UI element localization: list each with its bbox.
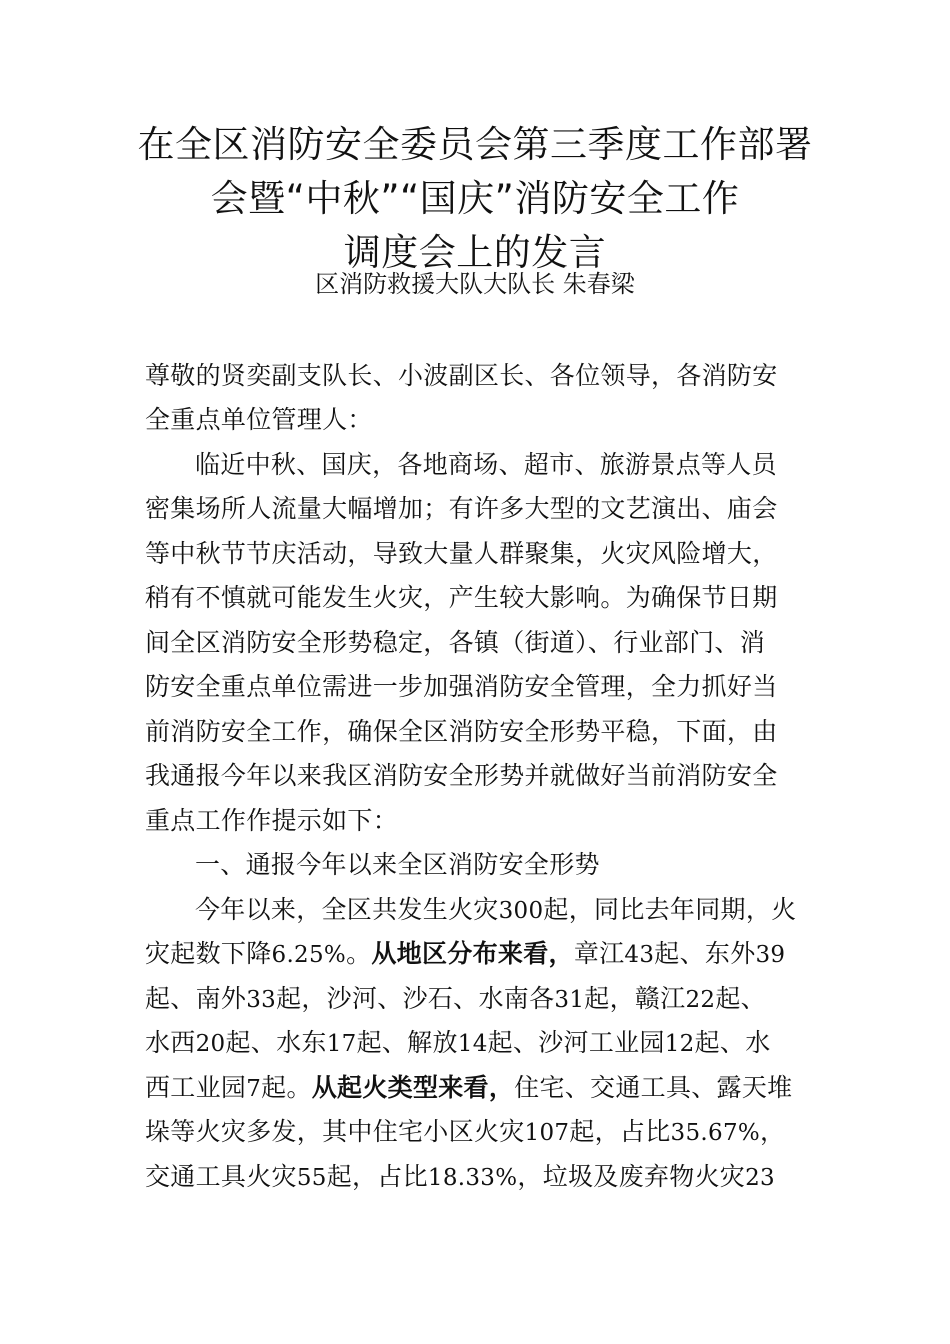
text-run: 起，占比	[569, 1117, 671, 1146]
count-value: 12	[664, 1031, 695, 1057]
percent-value: 18.33%	[427, 1165, 518, 1191]
count-value: 107	[524, 1120, 570, 1146]
count-value: 14	[457, 1031, 488, 1057]
text-run: 灾起数下降	[145, 939, 272, 968]
body-line-1: 尊敬的贤奕副支队长、小波副区长、各位领导，各消防安	[145, 361, 778, 390]
title-line-1: 在全区消防安全委员会第三季度工作部署	[137, 123, 813, 166]
count-value: 43	[624, 942, 655, 968]
text-run: ，	[760, 1117, 786, 1146]
percent-value: 35.67%	[670, 1120, 761, 1146]
text-run: 起，占比	[326, 1162, 428, 1191]
text-run: 起、沙河工业园	[487, 1028, 665, 1057]
text-run: 起，同比去年同期，火	[543, 895, 797, 924]
fire-total-count: 300	[498, 898, 544, 924]
body-line-6: 稍有不慎就可能发生火灾，产生较大影响。为确保节日期	[145, 583, 778, 612]
body-line-5: 等中秋节节庆活动，导致大量人群聚集，火灾风险增大，	[145, 539, 778, 568]
body-line-8: 防安全重点单位需进一步加强消防安全管理，全力抓好当	[145, 672, 778, 701]
count-value: 17	[326, 1031, 357, 1057]
text-run: 章江	[573, 939, 625, 968]
author-line: 区消防救援大队大队长 朱春梁	[315, 270, 635, 298]
count-value: 22	[685, 987, 716, 1013]
text-run: 住宅、交通工具、露天堆	[514, 1073, 793, 1102]
title-line-3: 调度会上的发言	[343, 231, 607, 274]
body-line-10: 我通报今年以来我区消防安全形势并就做好当前消防安全	[145, 761, 778, 790]
text-run: 。	[346, 939, 372, 968]
body-line-7: 间全区消防安全形势稳定，各镇（街道）、行业部门、消	[145, 628, 766, 657]
body-line-15	[145, 979, 766, 1020]
count-value: 31	[554, 987, 585, 1013]
body-line-3: 临近中秋、国庆，各地商场、超市、旅游景点等人员	[195, 450, 777, 479]
bold-lead-type: 从起火类型来看，	[311, 1073, 515, 1102]
text-run: 垛等火灾多发，其中住宅小区火灾	[145, 1117, 525, 1146]
text-run: 起，沙河、沙石、水南各	[276, 984, 555, 1013]
text-run: 西工业园	[145, 1073, 247, 1102]
text-run: 起，赣江	[584, 984, 686, 1013]
text-run: 起、水	[694, 1028, 771, 1057]
text-run: 起、南外	[145, 984, 247, 1013]
section-heading-1: 一、通报今年以来全区消防安全形势	[195, 850, 600, 879]
body-line-4: 密集场所人流量大幅增加；有许多大型的文艺演出、庙会	[145, 494, 778, 523]
body-line-11: 重点工作作提示如下：	[145, 806, 399, 835]
text-run: ，垃圾及废弃物火灾	[517, 1162, 746, 1191]
text-run: 起。	[261, 1073, 312, 1102]
body-line-17	[145, 1068, 792, 1109]
count-value: 33	[246, 987, 277, 1013]
text-run: 起、解放	[356, 1028, 458, 1057]
count-value: 23	[745, 1165, 775, 1191]
count-value: 39	[755, 942, 786, 968]
count-value: 20	[195, 1031, 226, 1057]
body-line-19	[145, 1157, 775, 1198]
body-line-14	[145, 934, 785, 975]
title-line-2: 会暨“中秋”“国庆”消防安全工作	[210, 177, 740, 220]
text-run: 起、	[715, 984, 766, 1013]
text-run: 今年以来，全区共发生火灾	[195, 895, 499, 924]
count-value: 55	[296, 1165, 327, 1191]
body-line-2: 全重点单位管理人：	[145, 405, 373, 434]
text-run: 起、水东	[225, 1028, 327, 1057]
body-line-16	[145, 1023, 771, 1064]
text-run: 起、东外	[654, 939, 756, 968]
body-line-18	[145, 1112, 785, 1153]
text-run: 交通工具火灾	[145, 1162, 297, 1191]
document-title	[120, 118, 830, 280]
decrease-rate: 6.25%	[271, 942, 347, 968]
text-run: 水西	[145, 1028, 196, 1057]
body-line-9: 前消防安全工作，确保全区消防安全形势平稳，下面，由	[145, 717, 778, 746]
body-line-13	[195, 890, 796, 931]
bold-lead-region: 从地区分布来看，	[371, 939, 574, 968]
count-value: 7	[246, 1076, 262, 1102]
